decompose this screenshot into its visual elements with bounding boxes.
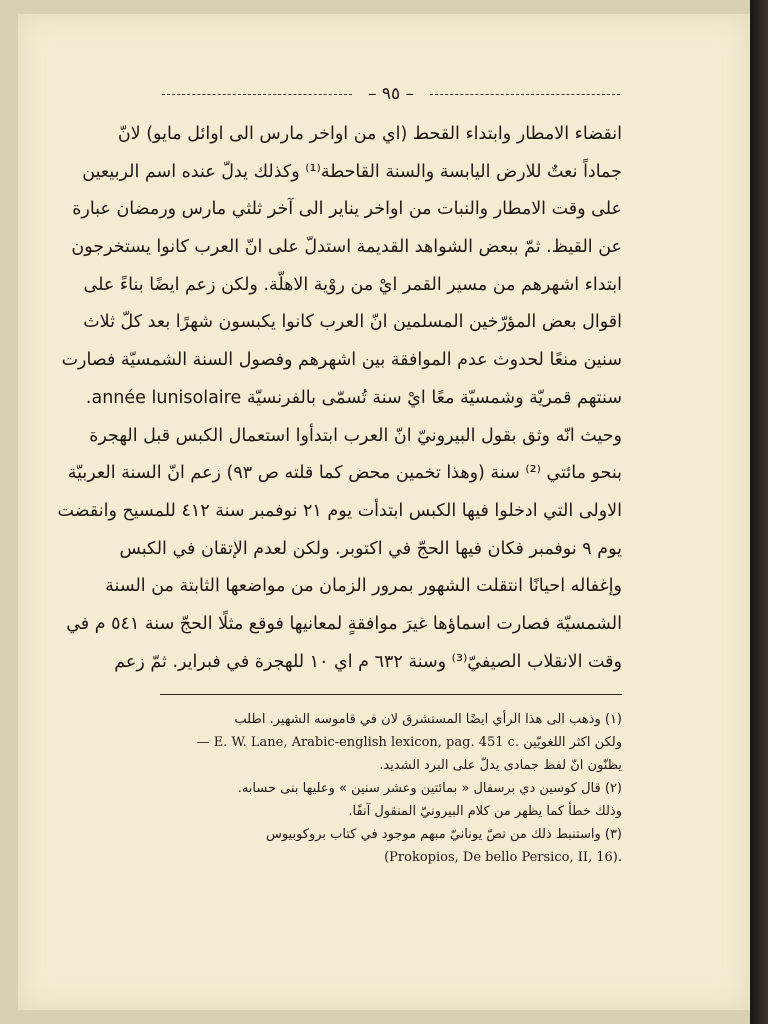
text-line: على وقت الامطار والنبات من اواخر يناير الى آخر ثلثي مارس ورمضان عبارة [72, 199, 622, 220]
footnotes [160, 708, 622, 869]
text-line: جماداً نعتٌ للارض اليابسة والسنة القاحطة⁽¹⁾ وكذلك يدلّ عنده اسم الربيعين [82, 161, 622, 182]
footnote-1-line: يظنّون انّ لفظ جمادى يدلّ على البرد الشديد. [379, 758, 622, 773]
footnote-3-line: (٣) واستنبط ذلك من نصّ يونانيّ مبهم موجود في كتاب بروكوبيوس [265, 827, 622, 842]
footnote-1-line [160, 731, 622, 754]
page-number: – ٩٥ – [367, 84, 415, 104]
book-spine-edge [750, 0, 768, 1024]
footnote-1-citation: — E. W. Lane, Arabic-english lexicon, pag. 451 c. [196, 735, 520, 750]
text-line: انقضاء الامطار وابتداء القحط (اي من اواخر مارس الى اوائل مايو) لانّ [117, 124, 622, 144]
header-rule-right [430, 94, 620, 95]
text-line: سنتهم قمريّة وشمسيّة معًا ايْ سنة تُسمّى بالفرنسيّة année lunisolaire. [85, 387, 622, 408]
header-rule-left [162, 94, 352, 95]
text-line: وإغفاله احيانًا انتقلت الشهور بمرور الزمان من مواضعها الثابتة من السنة [105, 576, 622, 597]
text-line: وحيث انّه وثق بقول البيرونيّ انّ العرب ابتدأوا استعمال الكبس قبل الهجرة [89, 425, 622, 446]
text-line: الاولى التي ادخلوا فيها الكبس ابتدأت يوم ٢١ نوفمبر سنة ٤١٢ للمسيح وانقضت [57, 500, 622, 521]
footnote-2-line: (٢) قال كوسين دي برسفال « بمائتين وعشر سنين » وعليها بنى حسابه. [237, 781, 622, 796]
text-line: يوم ٩ نوفمبر فكان فيها الحجّ في اكتوبر. ولكن لعدم الإتقان في الكبس [119, 538, 622, 559]
footnote-3-citation: (Prokopios, De bello Persico, II, 16). [384, 850, 622, 865]
page-header [162, 84, 620, 104]
main-text [57, 116, 622, 681]
footnote-2-line: وذلك خطأ كما يظهر من كلام البيرونيّ المنقول آنفًا. [348, 804, 622, 819]
text-line: الشمسيّة فصارت اسماؤها غيرَ موافقةٍ لمعانيها فوقع مثلًا الحجّ سنة ٥٤١ م في [66, 613, 622, 634]
footnote-separator [160, 694, 622, 695]
text-line: وقت الانقلاب الصيفيّ⁽³⁾ وسنة ٦٣٢ م اي ١٠ للهجرة في فبراير. ثمّ زعم [114, 651, 622, 672]
footnote-1-line: (١) وذهب الى هذا الرأي ايضًا المستشرق لان في قاموسه الشهير. اطلب [234, 712, 622, 727]
footnote-1-arabic: ولكن اكثر اللغويّين [523, 735, 622, 750]
text-line: بنحو مائتي ⁽²⁾ سنة (وهذا تخمين محض كما قلته ص ٩٣) زعم انّ السنة العربيّة [67, 463, 622, 484]
text-line: سنين منعًا لحدوث عدم الموافقة بين اشهرهم وفصول السنة الشمسيّة فصارت [61, 350, 622, 371]
text-line: عن القيظ. ثمّ ببعض الشواهد القديمة استدلّ على انّ العرب كانوا يستخرجون [71, 237, 622, 258]
text-line: اقوال بعض المؤرّخين المسلمين انّ العرب كانوا يكبسون شهرًا بعد كلّ ثلاث [83, 312, 622, 333]
text-line: ابتداء اشهرهم من مسير القمر ايْ من روْية الاهلّة. ولكن زعم ايضًا بناءً على [83, 274, 622, 295]
